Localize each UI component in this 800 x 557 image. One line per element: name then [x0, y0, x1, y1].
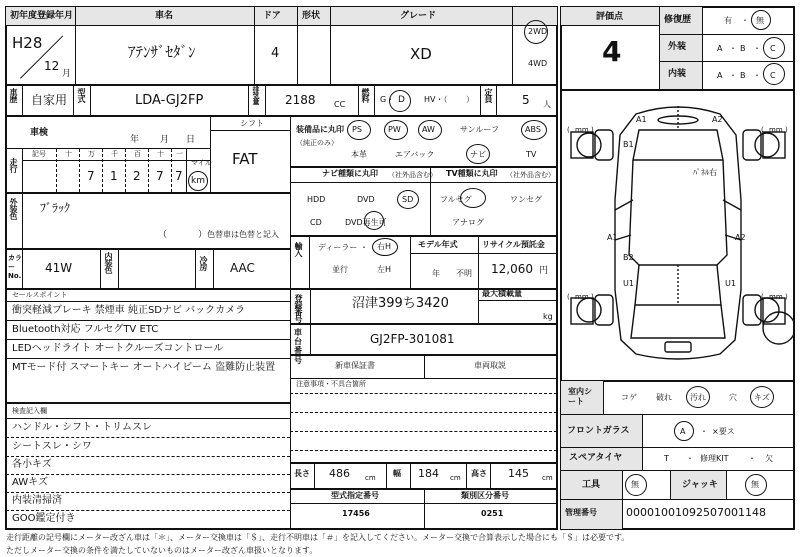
model-year-label: モデル年式	[418, 240, 458, 249]
nav-dvd-play: DVD再生可	[345, 218, 387, 227]
registration-value: 沼津399ち3420	[352, 296, 449, 311]
svg-text:mm: mm	[769, 293, 783, 301]
equip-pw: PW	[388, 125, 401, 134]
inspection-item-4: AWキズ	[12, 477, 48, 488]
diagram-a1-mid: A1	[607, 233, 618, 242]
door-label: ドア	[263, 11, 281, 21]
interior-b: B	[740, 71, 746, 80]
exterior-b: B	[740, 44, 746, 53]
usage: 自家用	[31, 93, 68, 107]
cc-unit: CC	[334, 100, 346, 109]
exterior-sep2: ・	[753, 44, 761, 53]
fuel-label: 燃料	[361, 88, 370, 102]
seat-label: 室内シート	[568, 387, 592, 407]
repair-label: 修復歴	[664, 15, 692, 25]
interior-sep2: ・	[753, 71, 761, 80]
model-year-year: 年	[432, 269, 440, 278]
aircon: AAC	[230, 261, 255, 275]
nav-sd: SD	[402, 195, 414, 204]
color-no: 41W	[45, 261, 73, 275]
spare-kit: 修理KIT	[700, 454, 729, 463]
svg-text:(: (	[761, 293, 764, 301]
import-label: 輸入	[294, 242, 303, 256]
color-note-close: ）	[198, 230, 208, 240]
digit-label-6: 一	[176, 150, 183, 158]
nav-cd: CD	[310, 218, 322, 227]
import-dealer-dot: ・	[360, 243, 368, 252]
diagram-a1-front: A1	[636, 115, 647, 124]
tv-type-sub: （社外品含む）	[506, 171, 555, 179]
diagram-a2-rear: A2	[735, 233, 746, 242]
equip-tv: TV	[526, 150, 537, 159]
color-no-label: カラーNo.	[8, 254, 22, 281]
tools-none: 無	[631, 480, 639, 489]
new-car-warranty: 新車保証書	[335, 361, 375, 370]
interior-a: A	[717, 71, 723, 80]
capacity-label: 定員	[484, 88, 493, 102]
equipment-sub: （純正のみ）	[296, 139, 338, 147]
spare-dot1: ・	[686, 454, 694, 463]
equip-ps: PS	[352, 125, 362, 134]
drive-4wd: 4WD	[528, 59, 548, 68]
diagram-b2: B2	[623, 253, 634, 262]
svg-text:): )	[591, 126, 594, 134]
shift-value: FAT	[232, 150, 258, 168]
windshield-dot: ・	[700, 427, 708, 436]
interior-color-label: 内装色	[104, 252, 113, 273]
import-parallel: 並行	[332, 265, 348, 274]
selling-point-4: MTモード付 スマートキー オートハイビーム 盗難防止装置	[12, 362, 276, 373]
svg-text:): )	[785, 126, 788, 134]
windshield-needs-repair: ×要ス	[712, 427, 735, 436]
mileage-digit-3: 7	[156, 169, 164, 183]
nav-hdd: HDD	[307, 195, 326, 204]
equip-abs: ABS	[525, 125, 541, 134]
jack-label: ジャッキ	[682, 480, 718, 490]
width-unit: cm	[450, 474, 461, 482]
chassis-value: GJ2FP-301081	[370, 332, 455, 346]
header-bg	[6, 7, 557, 25]
usage-label: 車歴	[9, 88, 18, 102]
svg-text:mm: mm	[575, 293, 589, 301]
digit-label-1: 十	[65, 150, 72, 158]
svg-text:): )	[591, 293, 594, 301]
capacity: 5	[522, 93, 530, 107]
fuel-g: G・	[380, 95, 395, 104]
mileage-digit-0: 7	[87, 169, 95, 183]
inspection-item-5: 内装清掃済	[12, 495, 62, 506]
height-unit: cm	[542, 474, 553, 482]
nav-type-label: ナビ種類に丸印	[322, 169, 378, 178]
inspection-item-6: GOO鑑定付き	[12, 513, 76, 524]
model-year-unknown: 不明	[456, 269, 472, 278]
shift-label: シフト	[240, 119, 264, 128]
circle-nav-dvd-play	[364, 211, 384, 230]
score: 4	[602, 35, 622, 68]
footer-note-1: 走行距離の記号欄にメーター改ざん車は「＊」、メーター交換車は「＄」、走行不明車は「＃」を記入してください。メーター交換で合算表示した場合にも「＄」は必要です。	[6, 533, 630, 542]
import-dealer: ディーラー	[318, 243, 358, 252]
svg-text:mm: mm	[769, 126, 783, 134]
seat-scratch: キズ	[754, 393, 770, 402]
spare-missing: 欠	[765, 454, 773, 463]
first-reg-month: 12	[44, 59, 60, 73]
width-label: 幅	[393, 469, 401, 478]
rhd: 右H	[377, 242, 392, 251]
mileage-digit-4: 7	[175, 169, 183, 183]
tv-oneseg: ワンセグ	[510, 195, 542, 204]
mileage-digit-1: 1	[110, 169, 118, 183]
color-label: 外装色	[9, 198, 18, 219]
interior-c: C	[770, 71, 776, 80]
fuel-hv: HV・（	[424, 95, 448, 104]
score-label: 評価点	[596, 12, 624, 22]
drive-2wd: 2WD	[528, 27, 548, 36]
category-number-value: 0251	[481, 509, 504, 518]
inspection-label: 車検	[30, 128, 49, 138]
inspection-day: 日	[186, 135, 196, 145]
registration-label: 登録番号	[294, 294, 303, 322]
category-number-label: 類別区分番号	[461, 491, 509, 500]
width: 184	[418, 467, 439, 480]
selling-point-3: LEDヘッドライト オートクルーズコントロール	[12, 343, 224, 354]
repair-dot: ・	[741, 16, 749, 25]
fuel-d: D	[398, 95, 405, 105]
svg-text:(: (	[567, 126, 570, 134]
equipment-label: 装備品に丸印	[296, 125, 344, 134]
displacement: 2188	[285, 93, 316, 107]
max-load-label: 最大積載量	[482, 289, 522, 298]
selling-point-2: Bluetooth対応 フルセグTV ETC	[12, 324, 159, 335]
selling-points-label: セールスポイント	[12, 291, 68, 299]
inspection-item-1: ハンドル・シフト・トリムスレ	[12, 422, 152, 433]
seat-burn: コゲ	[621, 393, 637, 402]
color-value: ﾌﾞﾗｯｸ	[40, 201, 71, 215]
recycle-unit: 円	[539, 266, 549, 276]
exterior-sep1: ・	[729, 44, 737, 53]
grade: XD	[410, 45, 432, 63]
length-unit: cm	[365, 474, 376, 482]
spare-t: T	[664, 454, 669, 463]
digit-label-0: 記号	[32, 150, 46, 158]
model: LDA-GJ2FP	[135, 93, 204, 108]
fuel-close: ）	[466, 95, 474, 104]
windshield-label: フロントガラス	[567, 426, 630, 436]
aircon-label: 冷房	[199, 256, 208, 270]
svg-text:(: (	[567, 293, 570, 301]
equip-leather: 本革	[351, 150, 367, 159]
digit-label-5: 十	[157, 150, 164, 158]
inspection-month: 月	[160, 135, 170, 145]
repair-yes: 有	[724, 16, 732, 25]
inspection-item-3: 各小キズ	[12, 459, 52, 470]
repair-no: 無	[756, 16, 764, 25]
first-reg-year: H28	[12, 34, 43, 52]
notes-label: 注意事項・不具合箇所	[296, 380, 366, 388]
color-note-open: （	[158, 230, 168, 240]
type-designation-label: 型式指定番号	[331, 491, 379, 500]
car-name-label: 車名	[155, 11, 174, 21]
lhd: 左H	[377, 265, 392, 274]
svg-text:(: (	[761, 126, 764, 134]
tv-fullseg: フルセグ	[440, 195, 472, 204]
height-label: 高さ	[471, 469, 487, 478]
exterior-a: A	[717, 44, 723, 53]
recycle-value: 12,060	[491, 262, 533, 276]
chassis-label: 車台番号	[294, 328, 302, 365]
inspection-item-2: シートスレ・シワ	[12, 441, 92, 452]
equip-sunroof: サンルーフ	[460, 125, 499, 134]
interior-label: 内装	[668, 69, 687, 79]
kg-unit: kg	[543, 312, 553, 321]
footer-note-2: ただしメーター交換の条件を満たしていないものはメーター改ざん車扱いとなります。	[6, 546, 318, 555]
mile-label: マイル	[191, 159, 212, 167]
management-label: 管理番号	[565, 508, 597, 517]
diagram-b1: B1	[623, 140, 634, 149]
spare-label: スペアタイヤ	[569, 453, 623, 463]
model-label: 型式	[77, 88, 86, 102]
inspection-items-label: 検査記入欄	[12, 407, 47, 415]
shape-label: 形状	[302, 11, 321, 21]
displacement-label: 排気量	[252, 86, 260, 104]
nav-dvd: DVD	[357, 195, 375, 204]
mileage-label: 走行	[9, 158, 18, 172]
tv-analog: アナログ	[452, 218, 484, 227]
exterior-c: C	[770, 44, 776, 53]
spare-dot2: ・	[748, 454, 756, 463]
persons-unit: 人	[543, 100, 551, 109]
first-reg-label: 初年度登録年月	[10, 11, 74, 21]
color-note: 色替車は色替と記入	[207, 230, 279, 239]
grade-label: グレード	[400, 11, 437, 21]
car-diagram	[561, 90, 795, 380]
diagram-a2-front: A2	[712, 115, 723, 124]
equip-airbag: エアバック	[395, 150, 435, 159]
car-name: ｱﾃﾝｻﾞｾﾀﾞﾝ	[128, 43, 196, 61]
jack-none: 無	[751, 480, 759, 489]
doors: 4	[271, 46, 280, 61]
diagram-panel-right: ﾊﾟﾈﾙ右	[693, 168, 717, 177]
seat-stain: 汚れ	[690, 393, 706, 402]
recycle-label: リサイクル預託金	[482, 240, 545, 249]
height: 145	[508, 467, 529, 480]
digit-label-4: 百	[134, 150, 141, 158]
km-unit: km	[191, 176, 205, 186]
selling-point-1: 衝突軽減ブレーキ 禁煙車 純正SDナビ バックカメラ	[12, 305, 246, 316]
digit-label-3: 千	[111, 150, 118, 158]
mileage-digit-2: 2	[133, 169, 141, 183]
interior-sep1: ・	[729, 71, 737, 80]
circle-tv-fullseg	[460, 188, 486, 208]
exterior-label: 外装	[668, 42, 687, 52]
diagram-u1-right: U1	[725, 279, 736, 288]
svg-text:): )	[785, 293, 788, 301]
tv-type-label: TV種類に丸印	[446, 169, 498, 178]
seat-tear: 破れ	[656, 393, 672, 402]
management-number: 00001001092507001148	[626, 506, 766, 519]
diagram-u1-left: U1	[623, 279, 634, 288]
month-unit: 月	[62, 69, 72, 79]
digit-label-2: 万	[88, 150, 95, 158]
svg-text:mm: mm	[575, 126, 589, 134]
equip-navi: ナビ	[470, 150, 486, 159]
seat-hole: 穴	[729, 393, 737, 402]
vehicle-manual: 車両取説	[474, 361, 506, 370]
length: 486	[329, 467, 350, 480]
equip-aw: AW	[422, 125, 435, 134]
inspection-year: 年	[130, 135, 140, 145]
tools-label: 工具	[582, 480, 601, 490]
windshield-a: A	[680, 427, 686, 436]
length-label: 長さ	[294, 469, 310, 478]
type-designation-value: 17456	[342, 509, 370, 518]
nav-type-sub: （社外品含む）	[388, 171, 437, 179]
